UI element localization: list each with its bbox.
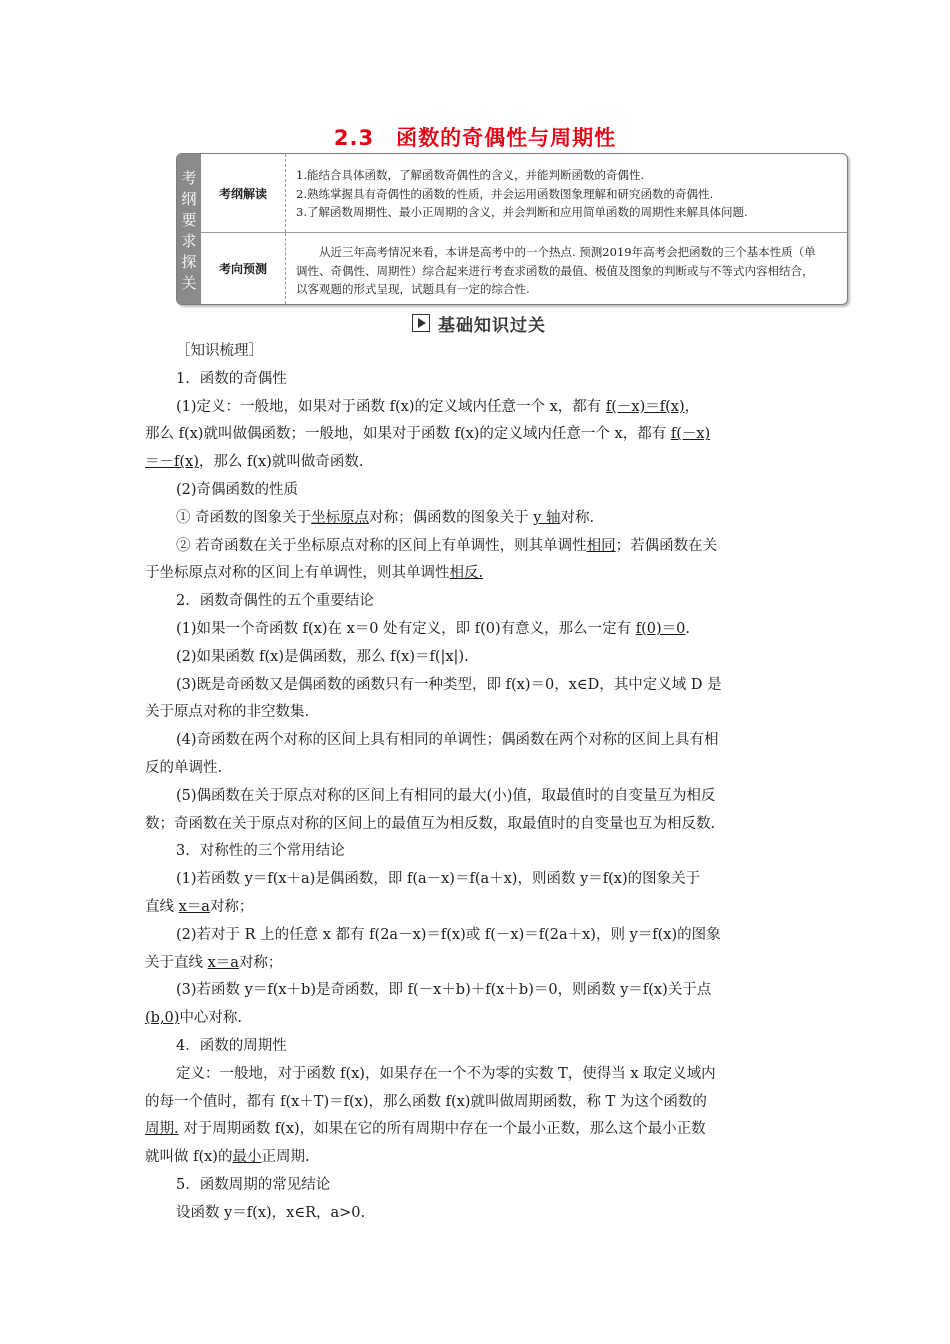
text-line: 那么 f(x)就叫做偶函数；一般地，如果对于函数 f(x)的定义域内任意一个 x，都有 f(－x): [145, 426, 711, 443]
text-line: ① 奇函数的图象关于坐标原点对称；偶函数的图象关于 y 轴对称.: [176, 509, 595, 526]
text-line: ［知识梳理］: [176, 343, 263, 359]
exam-requirements-box: [176, 153, 848, 305]
text-line: (1)定义：一般地，如果对于函数 f(x)的定义域内任意一个 x，都有 f(－x)＝f(x)，: [176, 398, 700, 415]
text-line: 反的单调性.: [145, 759, 223, 776]
answer-underline: x＝a: [207, 954, 239, 971]
answer-underline: y 轴: [533, 509, 561, 526]
section-heading: 4．函数的周期性: [176, 1037, 287, 1054]
answer-underline: f(－x): [670, 426, 711, 443]
answer-underline: 相反.: [449, 565, 484, 582]
text-line: (1)如果一个奇函数 f(x)在 x＝0 处有定义，即 f(0)有意义，那么一定有 f(0)＝0.: [176, 620, 690, 637]
answer-underline: 相同: [586, 537, 616, 554]
answer-underline: 坐标原点: [311, 509, 370, 526]
text-line: (1)若函数 y＝f(x＋a)是偶函数，即 f(a－x)＝f(a＋x)，则函数 y＝f(x)的图象关于: [176, 871, 701, 888]
syllabus-row: [201, 154, 847, 233]
text-line: 关于直线 x＝a对称；: [145, 954, 283, 971]
text-line: 数；奇函数在关于原点对称的区间上的最值互为相反数，取最值时的自变量也互为相反数.: [145, 815, 716, 832]
forecast-text: 从近三年高考情况来看，本讲是高考中的一个热点. 预测2019年高考会把函数的三个基本性质（单 调性、奇偶性、周期性）综合起来进行考查求函数的最值、极值及图象的判断或与不等式内容相结合， 以客观题的形式呈现，试题具有一定的综合性.: [296, 245, 816, 296]
text-line: (4)奇函数在两个对称的区间上具有相同的单调性；偶函数在两个对称的区间上具有相: [176, 732, 719, 749]
play-icon: [412, 314, 430, 332]
answer-underline: 周期.: [145, 1121, 179, 1138]
answer-underline: x＝a: [178, 898, 210, 915]
text-line: (2)如果函数 f(x)是偶函数，那么 f(x)＝f(|x|).: [176, 648, 469, 665]
answer-underline: f(－x)＝f(x): [605, 398, 685, 415]
syllabus-label: 考纲解读: [201, 154, 286, 232]
text-line: 直线 x＝a对称；: [145, 898, 254, 915]
syllabus-text: 1.能结合具体函数，了解函数奇偶性的含义，并能判断函数的奇偶性. 2.熟练掌握具有奇偶性的函数的性质，并会运用函数图象理解和研究函数的奇偶性. 3.了解函数周期性、最小正周期的含义，并会判断和应用简单函数的周期性来解具体问题.: [296, 168, 748, 219]
section-heading: 5．函数周期的常见结论: [176, 1176, 331, 1193]
text-line: 定义：一般地，对于函数 f(x)，如果存在一个不为零的实数 T，使得当 x 取定义域内: [176, 1065, 716, 1082]
banner-title: 基础知识过关: [438, 315, 546, 336]
exam-requirements-side-label: 考 纲 要 求 探 关: [177, 154, 201, 304]
text-line: (3)若函数 y＝f(x＋b)是奇函数，即 f(－x＋b)＋f(x＋b)＝0，则函数 y＝f(x)关于点: [176, 982, 712, 999]
section-heading: 1．函数的奇偶性: [176, 370, 287, 387]
answer-underline: (b,0): [145, 1010, 180, 1027]
page-title: 2.3 函数的奇偶性与周期性: [333, 126, 617, 150]
text-line: (5)偶函数在关于原点对称的区间上有相同的最大(小)值，取最值时的自变量互为相反: [176, 787, 716, 804]
text-line: 关于原点对称的非空数集.: [145, 704, 310, 721]
section-banner: [412, 312, 546, 334]
text-line: 于坐标原点对称的区间上有单调性，则其单调性相反.: [145, 565, 484, 582]
forecast-label: 考向预测: [201, 233, 286, 304]
text-line: (b,0)中心对称.: [145, 1010, 243, 1027]
answer-underline: f(0)＝0: [635, 620, 686, 637]
text-line: 周期. 对于周期函数 f(x)，如果在它的所有周期中存在一个最小正数，那么这个最小正数: [145, 1121, 706, 1138]
text-line: 设函数 y＝f(x)，x∈R，a>0.: [176, 1204, 366, 1221]
text-line: 就叫做 f(x)的最小正周期.: [145, 1149, 310, 1166]
text-line: ＝－f(x)，那么 f(x)就叫做奇函数.: [145, 454, 364, 471]
section-heading: 2．函数奇偶性的五个重要结论: [176, 593, 374, 610]
section-heading: 3．对称性的三个常用结论: [176, 843, 345, 860]
answer-underline: 最小: [232, 1149, 262, 1166]
text-line: ② 若奇函数在关于坐标原点对称的区间上有单调性，则其单调性相同；若偶函数在关: [176, 537, 718, 554]
knowledge-content: [145, 338, 809, 1228]
text-line: (3)既是奇函数又是偶函数的函数只有一种类型，即 f(x)＝0，x∈D，其中定义域 D 是: [176, 676, 722, 693]
text-line: (2)奇偶函数的性质: [176, 481, 299, 498]
answer-underline: ＝－f(x): [145, 454, 199, 471]
forecast-row: [201, 233, 847, 304]
text-line: (2)若对于 R 上的任意 x 都有 f(2a－x)＝f(x)或 f(－x)＝f(2a＋x)，则 y＝f(x)的图象: [176, 926, 721, 943]
text-line: 的每一个值时，都有 f(x＋T)＝f(x)，那么函数 f(x)就叫做周期函数，称 T 为这个函数的: [145, 1093, 707, 1110]
